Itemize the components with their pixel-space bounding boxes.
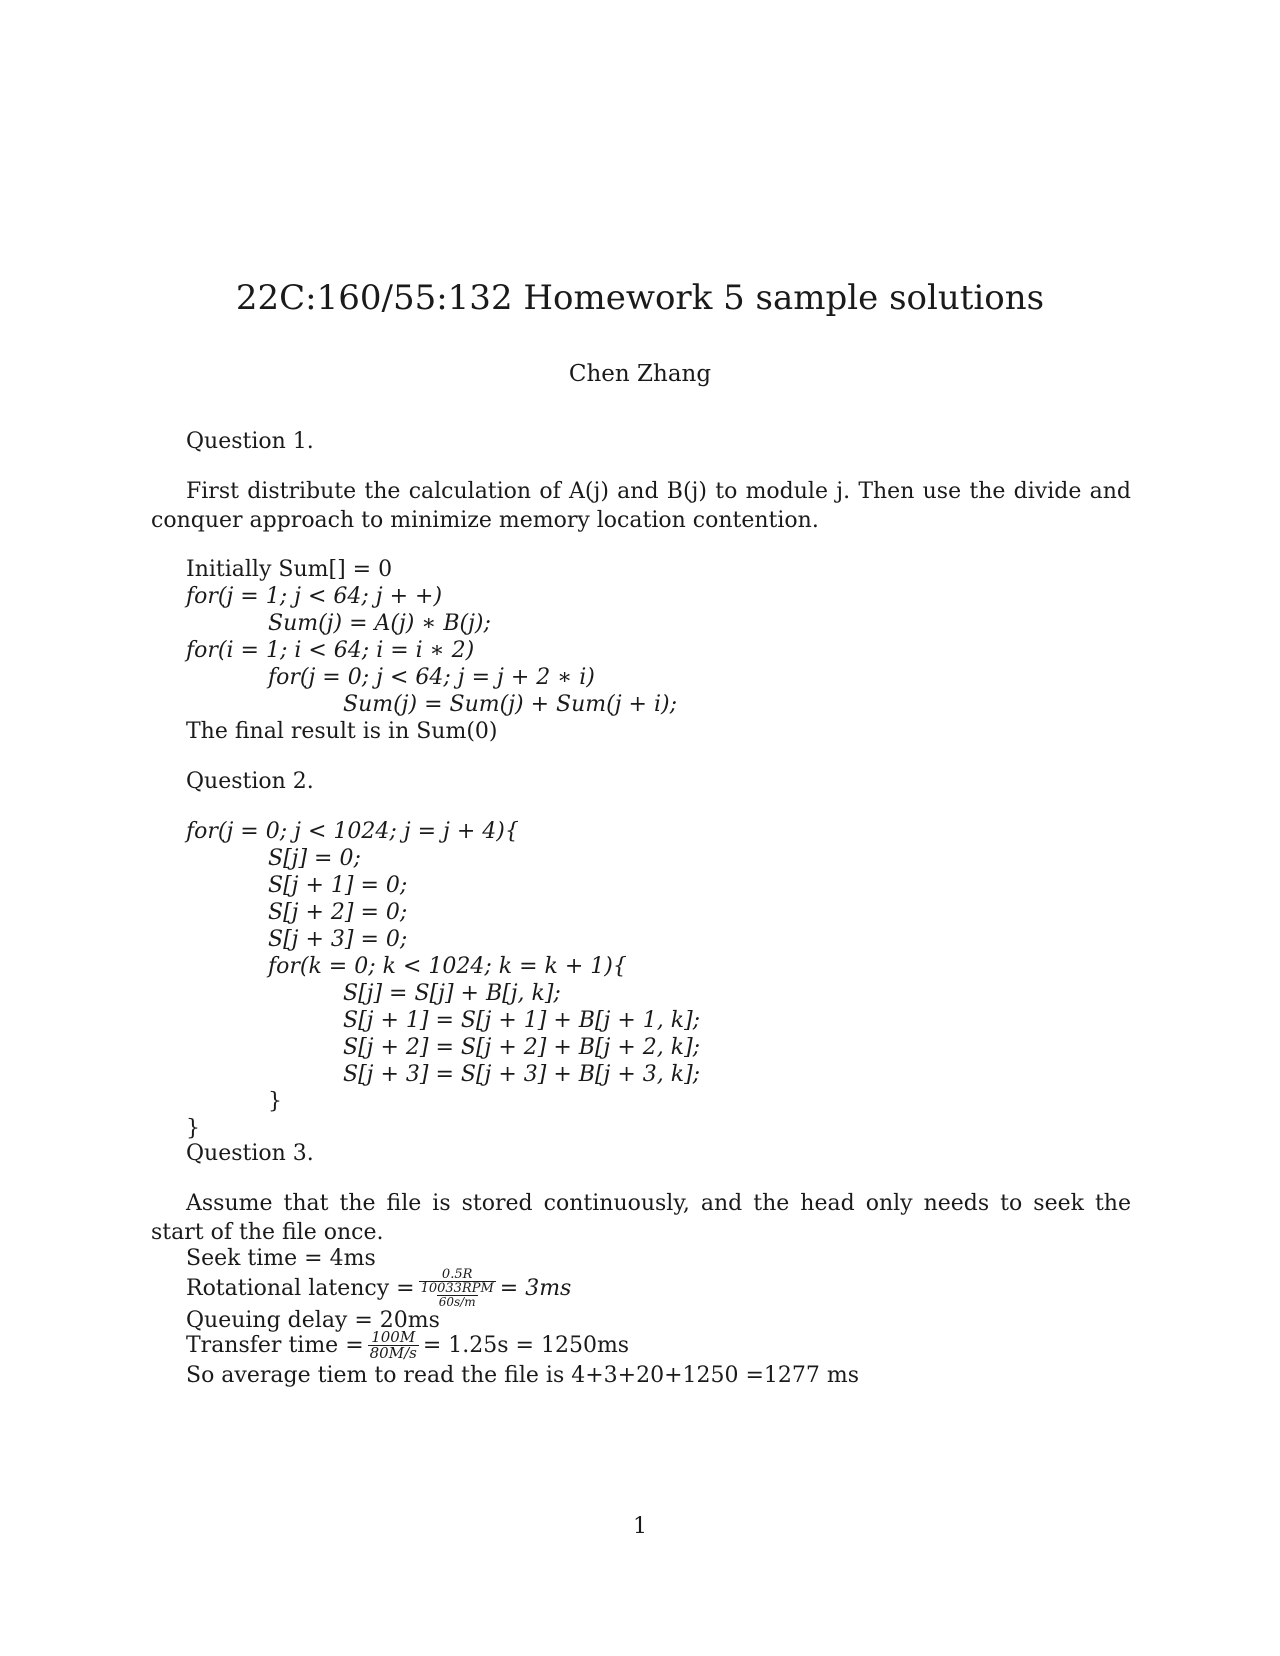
q1-code-line-5: for(j = 0; j < 64; j = j + 2 ∗ i) xyxy=(268,665,595,690)
q2-code-line-12: } xyxy=(186,1116,200,1141)
q2-code-line-10: S[j + 3] = S[j + 3] + B[j + 3, k]; xyxy=(343,1062,701,1087)
q2-code-line-4: S[j + 2] = 0; xyxy=(268,900,408,925)
q2-code-line-8: S[j + 1] = S[j + 1] + B[j + 1, k]; xyxy=(343,1008,701,1033)
q1-heading: Question 1. xyxy=(186,429,314,454)
queuing-delay-line: Queuing delay = 20ms xyxy=(186,1308,440,1333)
rotational-latency-numerator: 0.5R xyxy=(441,1267,473,1282)
q1-code-line-7: The final result is in Sum(0) xyxy=(186,719,498,744)
page-number: 1 xyxy=(633,1514,647,1539)
rotational-latency-result: = 3ms xyxy=(499,1275,572,1301)
q1-code-line-3: Sum(j) = A(j) ∗ B(j); xyxy=(268,611,491,636)
seek-time-line: Seek time = 4ms xyxy=(186,1246,376,1271)
transfer-time-fraction xyxy=(368,1330,419,1361)
q2-code-line-5: S[j + 3] = 0; xyxy=(268,927,408,952)
q1-code-line-4: for(i = 1; i < 64; i = i ∗ 2) xyxy=(186,638,475,663)
q2-code-line-11: } xyxy=(268,1089,282,1114)
q2-code-line-1: for(j = 0; j < 1024; j = j + 4){ xyxy=(186,819,519,844)
q2-code-line-2: S[j] = 0; xyxy=(268,846,361,871)
transfer-time-result: = 1.25s = 1250ms xyxy=(422,1332,630,1358)
rotational-latency-line xyxy=(186,1268,571,1309)
q1-paragraph-text: First distribute the calculation of A(j) and B(j) to module j. Then use the divide and conquer approach to minimize memory location contention. xyxy=(151,479,1131,533)
q3-heading: Question 3. xyxy=(186,1141,314,1166)
transfer-time-line xyxy=(186,1330,629,1361)
q2-code-line-7: S[j] = S[j] + B[j, k]; xyxy=(343,981,561,1006)
author-name: Chen Zhang xyxy=(568,361,712,387)
q1-code-line-1: Initially Sum[] = 0 xyxy=(186,557,393,582)
rotational-latency-subdenominator: 60s/m xyxy=(438,1295,476,1309)
q2-code-line-9: S[j + 2] = S[j + 2] + B[j + 2, k]; xyxy=(343,1035,701,1060)
q3-paragraph-text: Assume that the file is stored continuously, and the head only needs to seek the start of the file once. xyxy=(151,1191,1131,1245)
transfer-time-numerator: 100M xyxy=(371,1328,416,1346)
transfer-time-label: Transfer time = xyxy=(186,1332,364,1358)
rotational-latency-fraction xyxy=(419,1268,496,1309)
rotational-latency-label: Rotational latency = xyxy=(186,1275,415,1301)
q3-paragraph xyxy=(151,1190,1131,1247)
document-title: 22C:160/55:132 Homework 5 sample solutions xyxy=(235,278,1045,318)
q1-paragraph xyxy=(151,478,1131,535)
average-time-line: So average tiem to read the file is 4+3+20+1250 =1277 ms xyxy=(186,1363,860,1388)
q1-code-line-2: for(j = 1; j < 64; j + +) xyxy=(186,584,443,609)
rotational-latency-denominator: 10033RPM xyxy=(420,1281,494,1296)
transfer-time-denominator: 80M/s xyxy=(369,1344,417,1362)
q2-code-line-3: S[j + 1] = 0; xyxy=(268,873,408,898)
q1-code-line-6: Sum(j) = Sum(j) + Sum(j + i); xyxy=(343,692,677,717)
q2-heading: Question 2. xyxy=(186,769,314,794)
q2-code-line-6: for(k = 0; k < 1024; k = k + 1){ xyxy=(268,954,627,979)
